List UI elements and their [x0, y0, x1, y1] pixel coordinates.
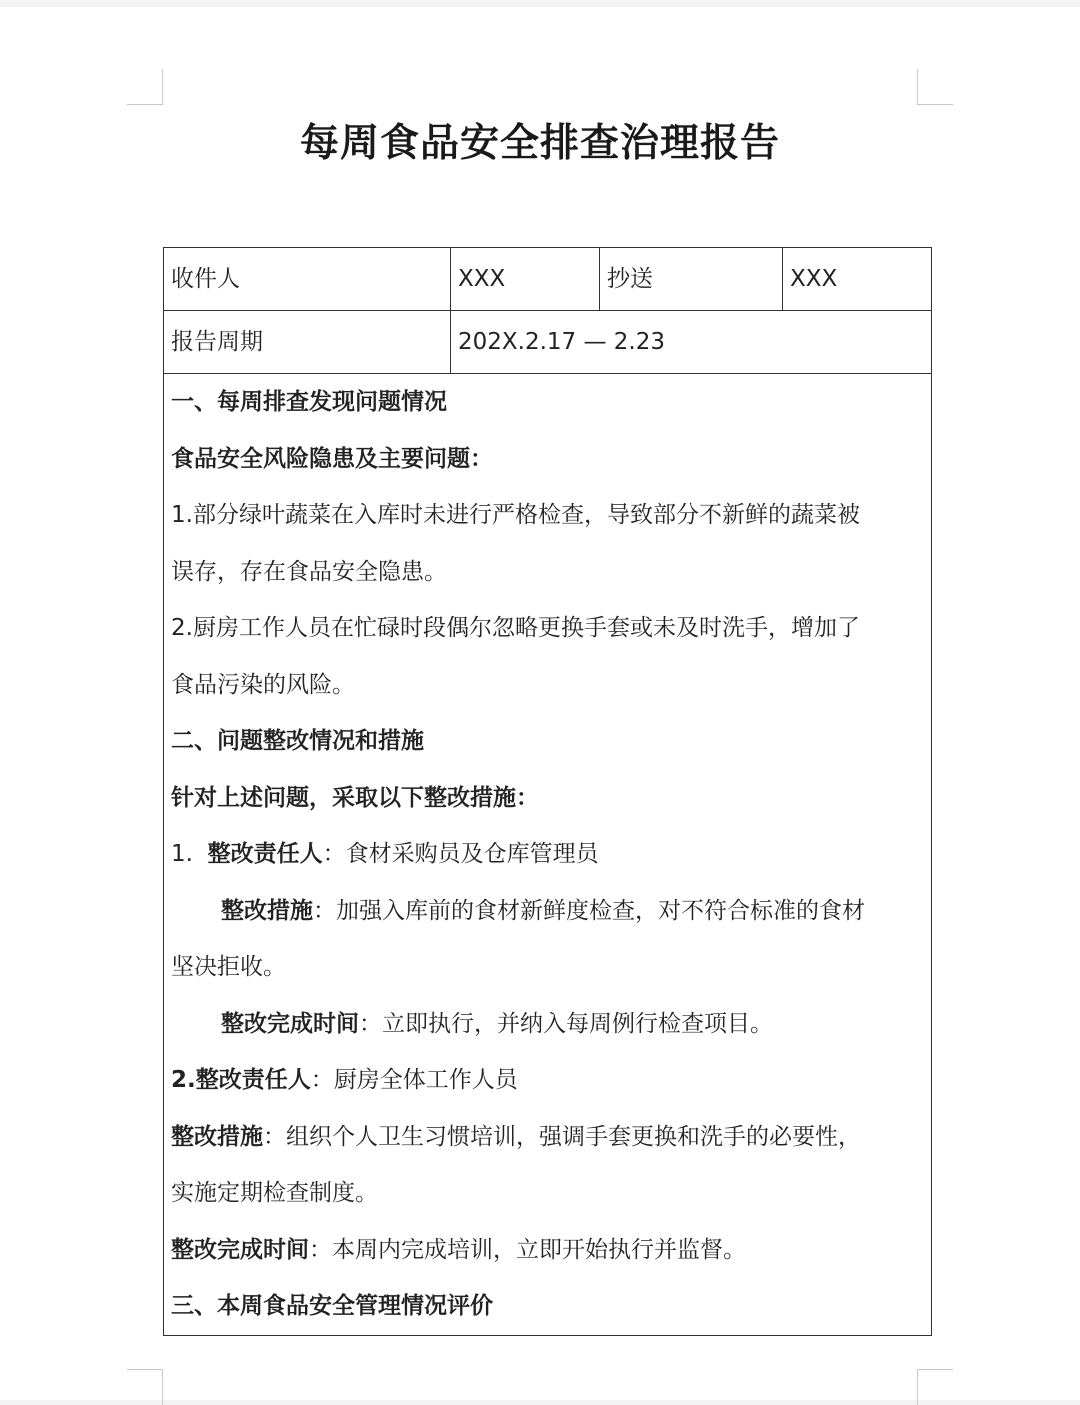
measure-1-action-line-2: 坚决拒收。	[171, 954, 286, 980]
document-title[interactable]: 每周食品安全排查治理报告	[299, 121, 780, 166]
section1-heading: 一、每周排查发现问题情况	[171, 389, 447, 415]
measure-2-action-text: ：组织个人卫生习惯培训，强调手套更换和洗手的必要性，	[263, 1123, 861, 1150]
measure-2-action-label: 整改措施	[171, 1123, 263, 1150]
section2-intro: 针对上述问题，采取以下整改措施：	[171, 784, 539, 811]
measure-1-responsible-label: 整改责任人	[207, 841, 323, 867]
period-value[interactable]: 202X.2.17 — 2.23	[451, 311, 932, 374]
measure-2-responsible	[171, 1052, 931, 1109]
document-page	[0, 7, 1080, 1400]
measure-2-action-line-2: 实施定期检查制度。	[171, 1180, 378, 1206]
measure-1-action-label: 整改措施	[221, 897, 313, 924]
cc-label[interactable]: 抄送	[600, 248, 783, 311]
period-label[interactable]: 报告周期	[164, 311, 451, 374]
issue-1-line-2: 误存，存在食品安全隐患。	[171, 558, 447, 585]
measure-1-prefix: 1.	[171, 841, 208, 867]
measure-1-responsible	[171, 826, 931, 883]
header-row-recipient	[164, 248, 932, 311]
report-body-cell[interactable]	[164, 374, 932, 1336]
measure-1-action-line-1	[171, 883, 931, 940]
measure-1-action-text: ：加强入库前的食材新鲜度检查，对不符合标准的食材	[313, 897, 865, 924]
measure-2-responsible-label: 2.整改责任人	[171, 1067, 311, 1093]
measure-1-deadline-label: 整改完成时间	[221, 1010, 359, 1037]
recipient-label[interactable]: 收件人	[164, 248, 451, 311]
measure-2-deadline-value: ：本周内完成培训，立即开始执行并监督。	[309, 1236, 746, 1263]
measure-1-deadline-value: ：立即执行，并纳入每周例行检查项目。	[359, 1010, 773, 1037]
header-row-period	[164, 311, 932, 374]
recipient-value[interactable]: XXX	[451, 248, 600, 311]
section2-heading: 二、问题整改情况和措施	[171, 728, 424, 754]
report-body-row	[164, 374, 932, 1336]
measure-1-responsible-value: ：食材采购员及仓库管理员	[322, 841, 599, 867]
measure-2-action-line-1	[171, 1109, 931, 1166]
measure-1-deadline	[171, 996, 931, 1053]
measure-2-deadline-label: 整改完成时间	[171, 1236, 309, 1263]
report-table	[163, 247, 932, 1336]
margin-corner-top-right	[917, 69, 953, 105]
section3-heading: 三、本周食品安全管理情况评价	[171, 1293, 493, 1319]
issue-2-line-2: 食品污染的风险。	[171, 671, 355, 698]
cc-value[interactable]: XXX	[783, 248, 932, 311]
measure-2-deadline	[171, 1222, 931, 1279]
measure-2-responsible-value: ：厨房全体工作人员	[310, 1067, 518, 1093]
issue-1-line-1: 1.部分绿叶蔬菜在入库时未进行严格检查，导致部分不新鲜的蔬菜被	[171, 502, 860, 528]
margin-corner-top-left	[127, 69, 163, 105]
section1-subheading: 食品安全风险隐患及主要问题：	[171, 445, 493, 472]
issue-2-line-1: 2.厨房工作人员在忙碌时段偶尔忽略更换手套或未及时洗手，增加了	[171, 615, 860, 641]
